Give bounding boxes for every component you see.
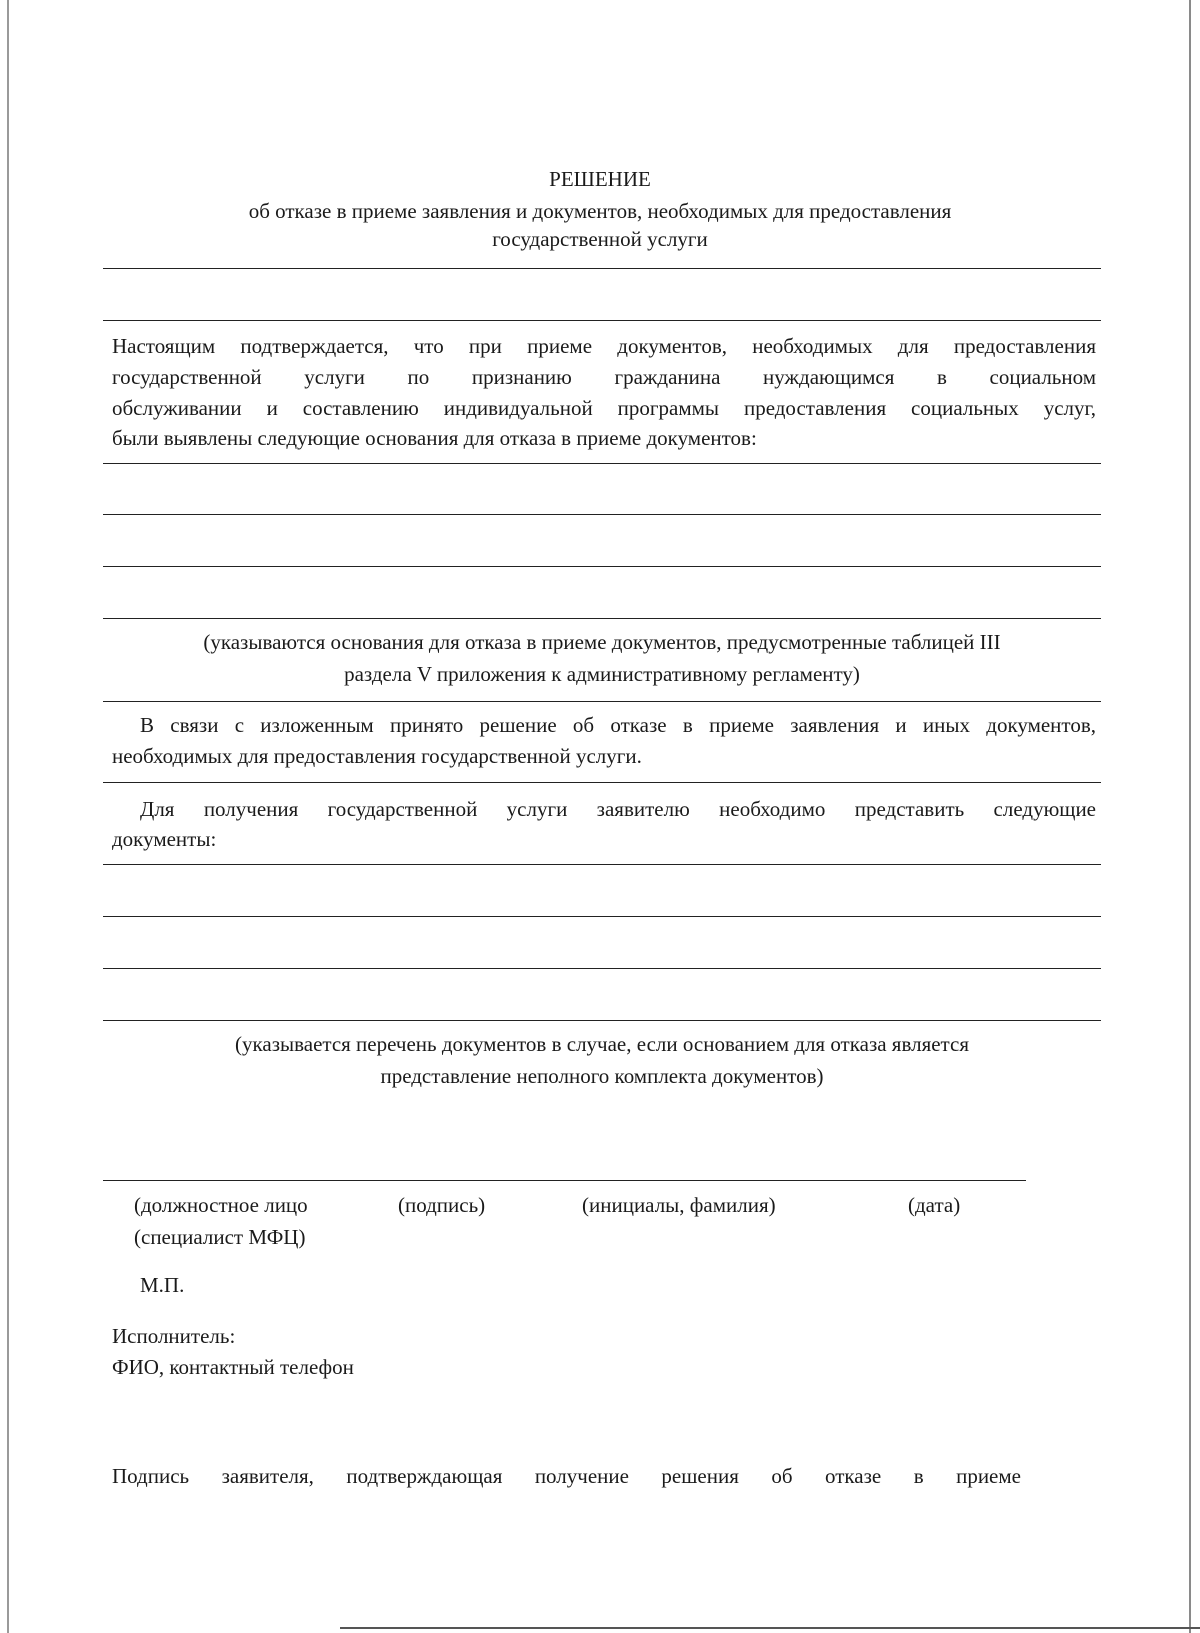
paragraph-2-line-2: необходимых для предоставления государственной услуги. <box>112 744 642 768</box>
fill-line <box>103 514 1101 515</box>
fill-line <box>103 782 1101 783</box>
official-label-line-1: (должностное лицо <box>134 1193 308 1217</box>
scan-edge-bottom <box>340 1627 1200 1629</box>
paragraph-3-line-1: Для получения государственной услуги заявителю необходимо представить следующие <box>140 797 1096 821</box>
fill-line <box>103 268 1101 269</box>
note-2-line-2: представление неполного комплекта документов) <box>380 1064 824 1088</box>
fill-line <box>103 320 1101 321</box>
fill-line <box>103 916 1101 917</box>
paragraph-1-line-3: обслуживании и составлению индивидуальной программы предоставления социальных услуг, <box>112 396 1096 420</box>
document-subtitle-line-1: об отказе в приеме заявления и документов, необходимых для предоставления <box>248 199 952 223</box>
date-label: (дата) <box>908 1193 961 1217</box>
fill-line <box>103 618 1101 619</box>
note-2-line-1: (указывается перечень документов в случае, если основанием для отказа является <box>235 1032 969 1056</box>
fill-line <box>103 968 1101 969</box>
paragraph-1-line-4: были выявлены следующие основания для отказа в приеме документов: <box>112 426 757 450</box>
document-title: РЕШЕНИЕ <box>549 167 651 191</box>
executor-label: Исполнитель: <box>112 1324 236 1348</box>
paragraph-3-line-2: документы: <box>112 827 217 851</box>
paragraph-2-line-1: В связи с изложенным принято решение об отказе в приеме заявления и иных документов, <box>140 713 1096 737</box>
executor-contact: ФИО, контактный телефон <box>112 1355 354 1379</box>
fill-line <box>103 864 1101 865</box>
applicant-signature-line: Подпись заявителя, подтверждающая получение решения об отказе в приеме <box>112 1464 1021 1488</box>
fill-line <box>103 463 1101 464</box>
paragraph-1-line-1: Настоящим подтверждается, что при приеме документов, необходимых для предоставления <box>112 334 1096 358</box>
paragraph-1-line-2: государственной услуги по признанию гражданина нуждающимся в социальном <box>112 365 1096 389</box>
fill-line <box>103 1020 1101 1021</box>
document-subtitle-line-2: государственной услуги <box>492 227 708 251</box>
official-label-line-2: (специалист МФЦ) <box>134 1225 306 1249</box>
signature-label: (подпись) <box>398 1193 486 1217</box>
stamp-label: М.П. <box>140 1273 185 1297</box>
name-label: (инициалы, фамилия) <box>582 1193 776 1217</box>
note-1-line-1: (указываются основания для отказа в приеме документов, предусмотренные таблицей III <box>203 630 1001 654</box>
signature-line <box>103 1180 1026 1181</box>
fill-line <box>103 566 1101 567</box>
fill-line <box>103 701 1101 702</box>
note-1-line-2: раздела V приложения к административному регламенту) <box>344 662 860 686</box>
